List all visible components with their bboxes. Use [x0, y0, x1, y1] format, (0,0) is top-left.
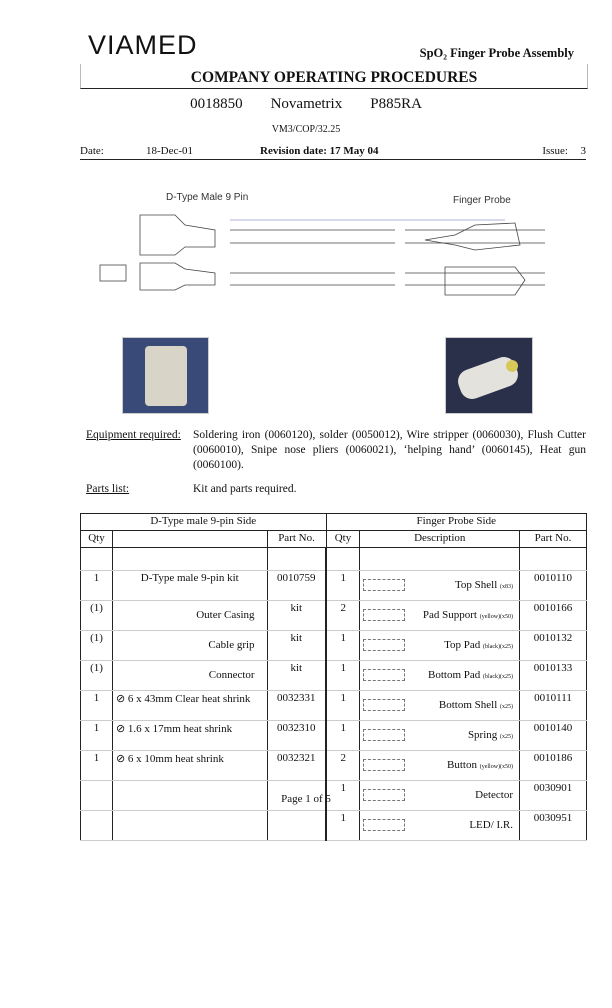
model: P885RA — [370, 96, 422, 112]
qty: 2 — [326, 751, 360, 781]
part-no: 0030951 — [520, 811, 587, 841]
description — [360, 811, 520, 841]
table-row — [81, 631, 587, 661]
description — [360, 721, 520, 751]
qty: (1) — [81, 661, 113, 691]
qty: (1) — [81, 601, 113, 631]
description: ⊘ 1.6 x 17mm heat shrink — [112, 721, 267, 751]
col-qty2: Qty — [326, 531, 360, 548]
part-name: Detector — [475, 789, 514, 801]
part-drawing-icon — [363, 609, 405, 621]
part-name: Bottom Pad — [428, 669, 481, 681]
description — [360, 691, 520, 721]
product-code: 0018850 — [190, 96, 243, 112]
part-drawing-icon — [363, 639, 405, 651]
table-row — [81, 571, 587, 601]
table-row — [81, 661, 587, 691]
part-no: 0010186 — [520, 751, 587, 781]
part-name: Top Pad — [444, 639, 481, 651]
part-name: Spring — [467, 729, 498, 741]
equipment-label: Equipment required: — [86, 429, 181, 441]
qty: 1 — [81, 691, 113, 721]
part-no: 0010166 — [520, 601, 587, 631]
table-row — [81, 721, 587, 751]
part-note: (x25) — [500, 704, 514, 710]
part-no: 0010132 — [520, 631, 587, 661]
table-row — [81, 751, 587, 781]
page-number: Page 1 of 5 — [281, 793, 331, 805]
date-row — [80, 141, 586, 160]
part-no: 0010133 — [520, 661, 587, 691]
qty: 1 — [326, 781, 360, 811]
description: D-Type male 9-pin kit — [112, 571, 267, 601]
table-row — [81, 691, 587, 721]
date-label: Date: — [80, 145, 104, 157]
product-ids — [0, 96, 612, 113]
parts-list-label: Parts list: — [86, 483, 130, 495]
document-reference: VM3/COP/32.25 — [271, 124, 341, 135]
parts-list-text: Kit and parts required. — [193, 483, 297, 495]
qty: 1 — [326, 631, 360, 661]
part-drawing-icon — [363, 819, 405, 831]
assembly-diagram — [95, 205, 545, 315]
part-no: kit — [267, 631, 326, 661]
part-no: 0010759 — [267, 571, 326, 601]
part-no: 0010111 — [520, 691, 587, 721]
part-no: kit — [267, 661, 326, 691]
qty: 1 — [326, 721, 360, 751]
part-drawing-icon — [363, 729, 405, 741]
date-value: 18-Dec-01 — [146, 145, 194, 157]
part-name: Bottom Shell — [438, 699, 498, 711]
document-subtitle: SpO₂ Finger Probe Assembly — [419, 46, 574, 60]
qty: 1 — [326, 691, 360, 721]
revision-date: Revision date: 17 May 04 — [260, 145, 379, 157]
description: Connector — [112, 661, 267, 691]
part-name: Top Shell — [454, 579, 498, 591]
part-drawing-icon — [363, 759, 405, 771]
qty: 1 — [81, 721, 113, 751]
qty: (1) — [81, 631, 113, 661]
part-name: Pad Support — [422, 609, 477, 621]
qty — [81, 811, 113, 841]
finger-probe-photo — [445, 337, 533, 414]
part-no: 0010140 — [520, 721, 587, 751]
part-no: 0032321 — [267, 751, 326, 781]
diagram-label-dtype: D-Type Male 9 Pin — [166, 192, 249, 203]
part-drawing-icon — [363, 579, 405, 591]
part-no — [267, 811, 326, 841]
part-name: LED/ I.R. — [469, 819, 514, 831]
description — [360, 661, 520, 691]
part-no: 0030901 — [520, 781, 587, 811]
description: ⊘ 6 x 10mm heat shrink — [112, 751, 267, 781]
qty: 1 — [81, 571, 113, 601]
part-note: (black)(x25) — [483, 674, 514, 680]
table-section-header — [81, 514, 587, 531]
dtype-connector-photo — [122, 337, 209, 414]
col-desc2: Description — [360, 531, 520, 548]
part-no: 0010110 — [520, 571, 587, 601]
part-no: 0032331 — [267, 691, 326, 721]
table-row — [81, 811, 587, 841]
part-drawing-icon — [363, 699, 405, 711]
description — [360, 751, 520, 781]
description — [112, 811, 267, 841]
manufacturer: Novametrix — [270, 96, 343, 112]
description — [360, 631, 520, 661]
description: Cable grip — [112, 631, 267, 661]
part-no: kit — [267, 601, 326, 631]
qty: 1 — [326, 661, 360, 691]
qty: 1 — [326, 811, 360, 841]
part-note: (yellow)(x50) — [479, 614, 514, 620]
table-row-blank — [81, 548, 587, 571]
right-section-title: Finger Probe Side — [326, 514, 587, 531]
part-note: (x25) — [500, 734, 514, 740]
part-no: 0032310 — [267, 721, 326, 751]
qty: 2 — [326, 601, 360, 631]
issue-value: 3 — [580, 145, 586, 157]
part-note: (x83) — [500, 584, 514, 590]
col-part: Part No. — [267, 531, 326, 548]
description — [360, 601, 520, 631]
diagram-label-finger-probe: Finger Probe — [453, 195, 511, 206]
description: ⊘ 6 x 43mm Clear heat shrink — [112, 691, 267, 721]
table-row — [81, 601, 587, 631]
part-note: (yellow)(x50) — [479, 764, 514, 770]
issue-label: Issue: — [542, 145, 568, 157]
col-qty: Qty — [81, 531, 113, 548]
equipment-text: Soldering iron (0060120), solder (0050012), Wire stripper (0060030), Flush Cutter (0060010), Snipe nose pliers (0060021), ‘helping hand’ (0060145), Heat gun (0060100). — [193, 429, 586, 471]
banner-title: COMPANY OPERATING PROCEDURES — [80, 64, 588, 89]
qty: 1 — [326, 571, 360, 601]
qty: 1 — [81, 751, 113, 781]
part-note: (black)(x25) — [483, 644, 514, 650]
col-part2: Part No. — [520, 531, 587, 548]
description — [360, 571, 520, 601]
part-drawing-icon — [363, 669, 405, 681]
description: Outer Casing — [112, 601, 267, 631]
left-section-title: D-Type male 9-pin Side — [81, 514, 327, 531]
table-column-header — [81, 531, 587, 548]
viamed-logo: VIAMED — [88, 30, 198, 60]
part-name: Button — [447, 759, 477, 771]
parts-table — [80, 513, 587, 841]
col-desc — [112, 531, 267, 548]
